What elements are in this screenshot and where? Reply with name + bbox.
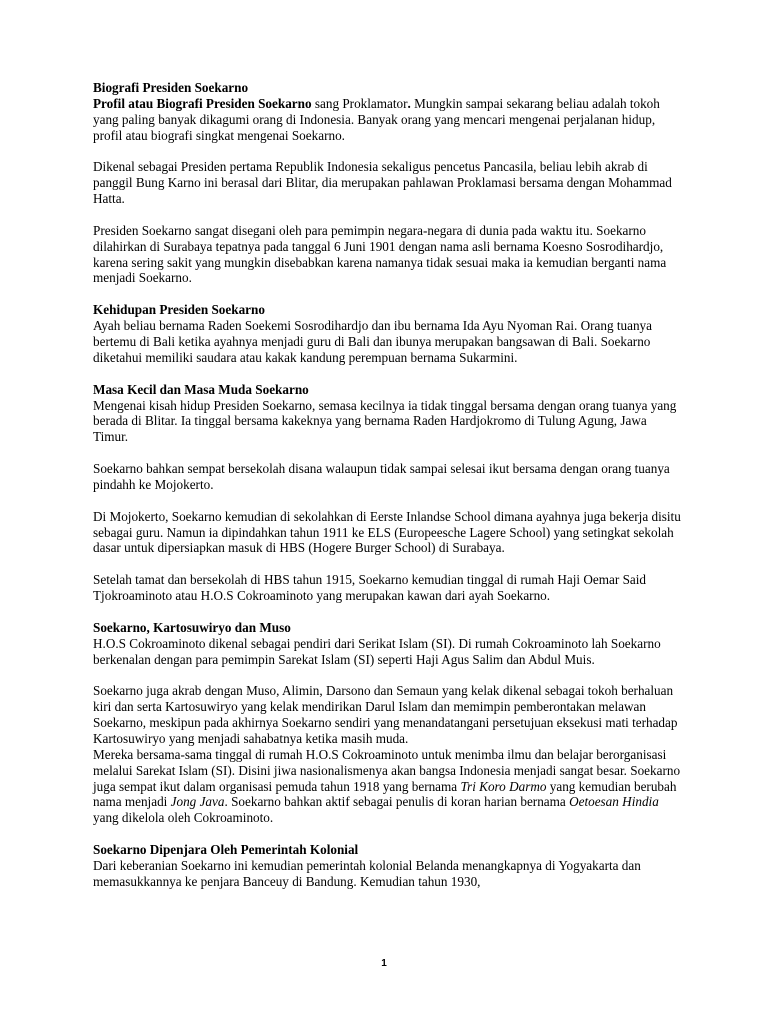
- paragraph-mojokerto: Di Mojokerto, Soekarno kemudian di sekolahkan di Eerste Inlandse School dimana ayahnya juga bekerja disitu sebagai guru. Namun ia dipindahkan tahun 1911 ke ELS (Europeesche Lagere School) yang setingkat sekolah dasar untuk dipersiapkan masuk di HBS (Hogere Burger School) di Surabaya.: [93, 508, 681, 556]
- heading-kartosuwiryo: Soekarno, Kartosuwiryo dan Muso: [93, 619, 291, 635]
- intro-bold-dot: .: [407, 95, 411, 111]
- section-kehidupan: [93, 302, 683, 365]
- paragraph-disegani: Presiden Soekarno sangat disegani oleh para pemimpin negara-negara di dunia pada waktu itu. Soekarno dilahirkan di Surabaya tepatnya pada tanggal 6 Juni 1901 dengan nama asli bernama Koesno Sosrodihardjo, karena sering sakit yang mungkin disebabkan karena namanya tidak sesuai maka ia kemudian berganti nama menjadi Soekarno.: [93, 222, 667, 286]
- heading-masa-kecil: Masa Kecil dan Masa Muda Soekarno: [93, 381, 309, 397]
- paragraph-hbs: Setelah tamat dan bersekolah di HBS tahun 1915, Soekarno kemudian tinggal di rumah Haji Oemar Said Tjokroaminoto atau H.O.S Cokroaminoto yang merupakan kawan dari ayah Soekarno.: [93, 572, 647, 604]
- heading-kehidupan: Kehidupan Presiden Soekarno: [93, 302, 265, 318]
- document-title: Biografi Presiden Soekarno: [93, 80, 249, 95]
- mereka-text-4: yang dikelola oleh Cokroaminoto.: [93, 810, 274, 826]
- paragraph-dikenal: Dikenal sebagai Presiden pertama Republik Indonesia sekaligus pencetus Pancasila, beliau lebih akrab di panggil Bung Karno ini berasal dari Blitar, dia merupakan pahlawan Proklamasi bersama dengan Mohammad Hatta.: [93, 159, 672, 207]
- mereka-text-1: Mereka bersama-sama tinggal di rumah H.O.S Cokroaminoto untuk menimba ilmu dan belajar berorganisasi melalui Sarekat Islam (SI). Disini jiwa nasionalismenya akan bangsa Indonesia menjadi sangat besar. Soekarno juga sempat ikut dalam organisasi pemuda tahun 1918 yang bernama: [93, 746, 681, 794]
- text-masa-kecil: Mengenai kisah hidup Presiden Soekarno, semasa kecilnya ia tidak tinggal bersama dengan orang tuanya yang berada di Blitar. Ia tinggal bersama kakeknya yang bernama Raden Hardjokromo di Tulung Agung, Jawa Timur.: [93, 397, 677, 445]
- intro-rest: Mungkin sampai sekarang beliau adalah tokoh yang paling banyak dikagumi orang di Indonesia. Banyak orang yang mencari mengenai perjalanan hidup, profil atau biografi singkat mengenai Soekarno.: [93, 95, 660, 143]
- text-kehidupan: Ayah beliau bernama Raden Soekemi Sosrodihardjo dan ibu bernama Ida Ayu Nyoman Rai. Orang tuanya bertemu di Bali ketika ayahnya menjadi guru di Bali dan ibunya merupakan bangsawan di Bali. Soekarno diketahui memiliki saudara atau kakak kandung perempuan bernama Sukarmini.: [93, 318, 652, 365]
- text-kartosuwiryo: H.O.S Cokroaminoto dikenal sebagai pendiri dari Serikat Islam (SI). Di rumah Cokroaminoto lah Soekarno berkenalan dengan para pemimpin Sarekat Islam (SI) seperti Haji Agus Salim dan Abdul Muis.: [93, 635, 661, 667]
- section-masa-kecil: [93, 382, 683, 445]
- paragraph-muso: Soekarno juga akrab dengan Muso, Alimin, Darsono dan Semaun yang kelak dikenal sebagai tokoh berhaluan kiri dan serta Kartosuwiryo yang kelak mendirikan Darul Islam dan memimpin pemberontakan melawan Soekarno, meskipun pada akhirnya Soekarno sendiri yang menandatangani persetujuan eksekusi mati terhadap Kartosuwiryo yang menjadi sahabatnya ketika masih muda.: [93, 683, 678, 746]
- mereka-text-2: yang kemudian berubah nama menjadi: [93, 778, 677, 810]
- intro-mid: sang Proklamator: [311, 95, 408, 111]
- paragraph-mereka: [93, 747, 683, 826]
- section-kartosuwiryo: [93, 620, 683, 668]
- intro-bold-lead: Profil atau Biografi Presiden Soekarno: [93, 95, 312, 111]
- page-number: 1: [381, 958, 387, 969]
- text-dipenjara: Dari keberanian Soekarno ini kemudian pemerintah kolonial Belanda menangkapnya di Yogyakarta dan memasukkannya ke penjara Banceuy di Bandung. Kemudian tahun 1930,: [93, 857, 641, 889]
- italic-jong-java: Jong Java: [170, 794, 225, 810]
- italic-oetoesan-hindia: Oetoesan Hindia: [569, 794, 659, 810]
- paragraph-sekolah: Soekarno bahkan sempat bersekolah disana walaupun tidak sampai selesai ikut bersama dengan orang tuanya pindahh ke Mojokerto.: [93, 461, 670, 492]
- heading-dipenjara: Soekarno Dipenjara Oleh Pemerintah Kolonial: [93, 842, 359, 858]
- mereka-text-3: . Soekarno bahkan aktif sebagai penulis di koran harian bernama: [224, 794, 570, 810]
- italic-tri-koro-darmo: Tri Koro Darmo: [460, 778, 547, 794]
- intro-paragraph: [93, 80, 683, 143]
- document-body: [93, 80, 683, 906]
- section-dipenjara: [93, 842, 683, 890]
